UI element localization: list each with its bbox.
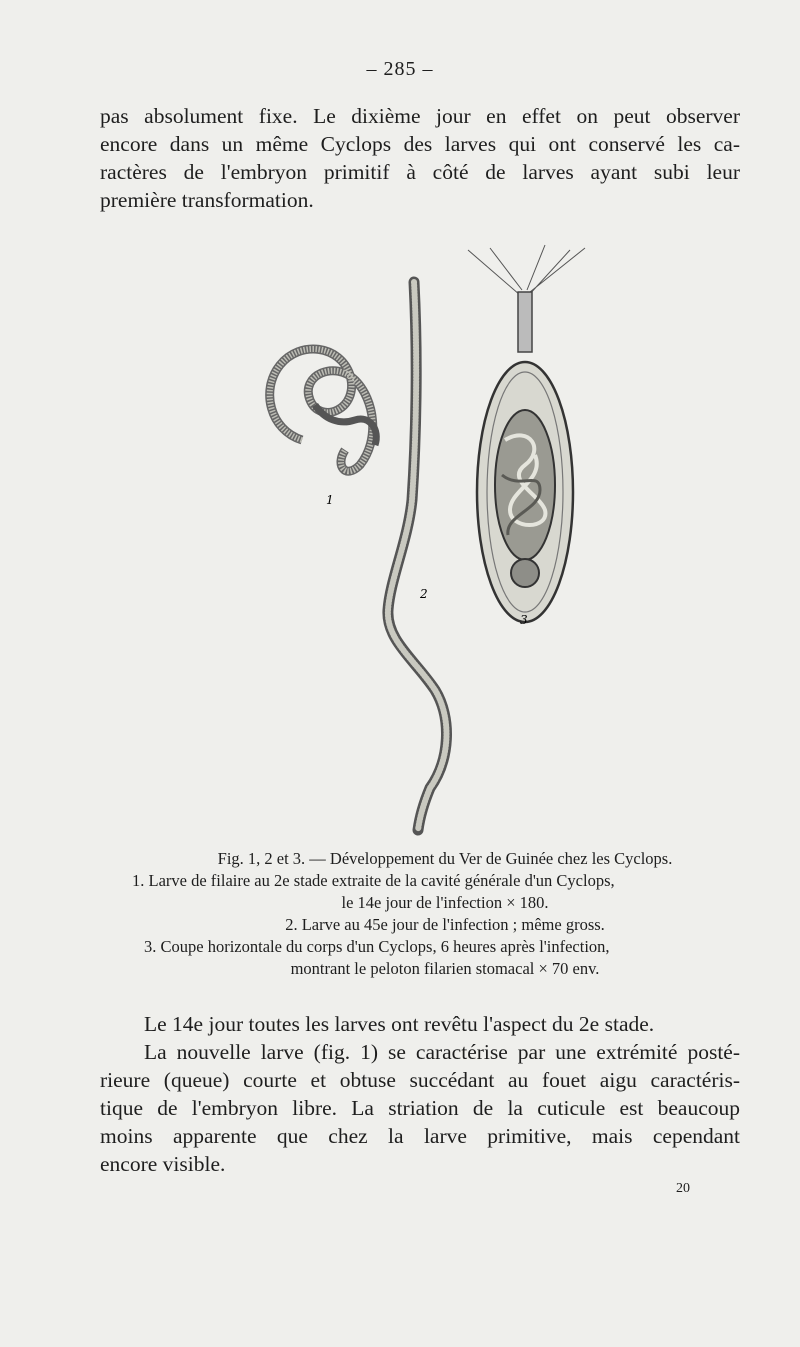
text-line: encore visible.: [100, 1152, 226, 1176]
caption-item-3-cont: montrant le peloton filarien stomacal × 70 env.: [290, 959, 600, 978]
signature-folio: 20: [676, 1181, 690, 1196]
text-line: encore dans un même Cyclops des larves qui ont conservé les ca-: [100, 132, 740, 156]
paragraph-bottom: [100, 1010, 740, 1178]
text-line: La nouvelle larve (fig. 1) se caractérise par une extrémité posté-: [144, 1040, 740, 1064]
caption-item-3: 3. Coupe horizontale du corps d'un Cyclops, 6 heures après l'infection,: [144, 937, 610, 956]
larva-coiled-drawing: [270, 349, 377, 471]
text-line: tique de l'embryon libre. La striation de la cuticule est beaucoup: [100, 1096, 740, 1120]
caption-item-1: 1. Larve de filaire au 2e stade extraite de la cavité générale d'un Cyclops,: [132, 871, 615, 890]
figure-label-2: 2: [420, 587, 428, 601]
text-line: première transformation.: [100, 188, 314, 212]
figure-label-3: 3: [520, 613, 528, 627]
text-line: moins apparente que chez la larve primitive, mais cependant: [100, 1124, 740, 1148]
figure-caption: [130, 848, 760, 980]
page-number: – 285 –: [366, 58, 434, 80]
text-line: ractères de l'embryon primitif à côté de larves ayant subi leur: [100, 160, 740, 184]
caption-item-1-cont: le 14e jour de l'infection × 180.: [341, 893, 549, 912]
figure-drawing: [240, 240, 600, 840]
text-line: pas absolument fixe. Le dixième jour en effet on peut observer: [100, 104, 740, 128]
larva-long-drawing: [388, 282, 447, 830]
text-line: rieure (queue) courte et obtuse succédant au fouet aigu caractéris-: [100, 1068, 740, 1092]
caption-title: Fig. 1, 2 et 3. — Développement du Ver de Guinée chez les Cyclops.: [217, 849, 673, 868]
caption-item-2: 2. Larve au 45e jour de l'infection ; même gross.: [285, 915, 605, 934]
text-line: Le 14e jour toutes les larves ont revêtu l'aspect du 2e stade.: [144, 1012, 655, 1036]
figure-illustration: [240, 240, 600, 840]
paragraph-top: [100, 102, 740, 214]
figure-label-1: 1: [326, 493, 334, 507]
cyclops-section-drawing: [468, 245, 585, 622]
